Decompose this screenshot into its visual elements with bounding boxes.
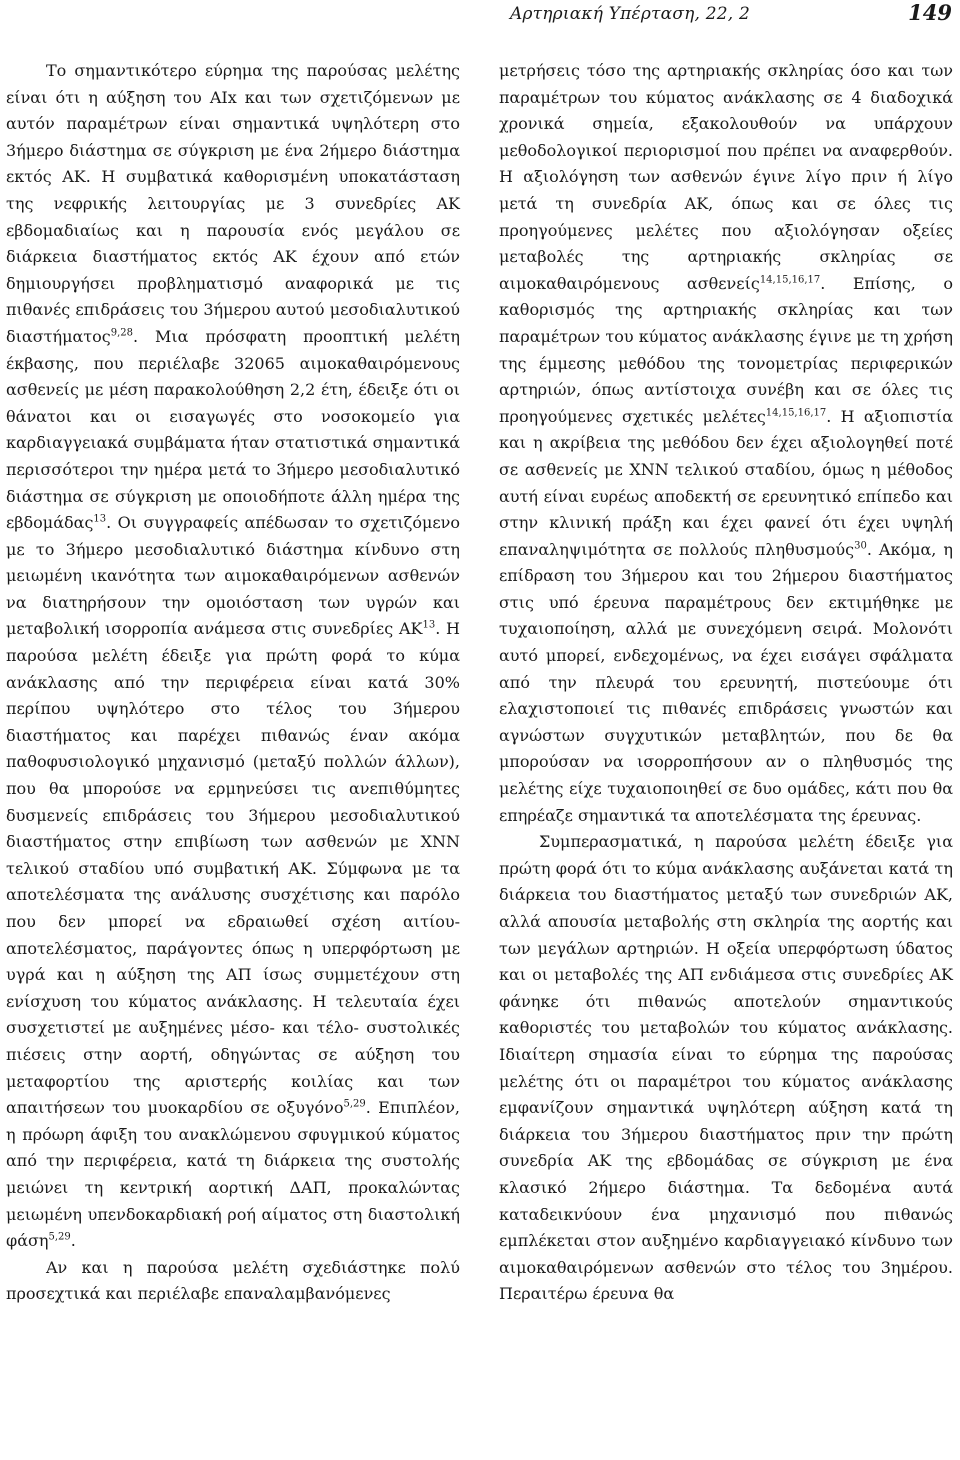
paragraph-limitations (499, 58, 953, 829)
citation-ref: 13 (422, 620, 436, 632)
citation-ref: 5,29 (343, 1098, 366, 1110)
text-run: μετρήσεις τόσο της αρτηριακής σκληρίας όσο και των παραμέτρων του κύματος ανάκλασης σε 4 διαδοχικά χρονικά σημεία, εξακολουθούν να υπάρχουν μεθοδολογικοί περιορισμοί που πρέπει να αναφερθούν. Η αξιολόγηση των ασθενών έγινε λίγο πριν ή λίγο μετά τη συνεδρία ΑΚ, όπως και σε όλες τις προηγούμενες μελέτες που αξιολόγησαν οξείες μεταβολές της αρτηριακής σκληρίας σε αιμοκαθαιρόμενους ασθενείς (499, 61, 953, 293)
text-run: . Ακόμα, η επίδραση του 3ήμερου και του 2ήμερου διαστήματος στις υπό έρευνα παραμέτρους δεν εκτιμήθηκε με τυχαιοποίηση, αλλά με συνεχόμενη σειρά. Μολονότι αυτό μπορεί, ενδεχομένως, να έχει εισάγει σφάλματα από την πλευρά του ερευνητή, πιστεύουμε ότι ελαχιστοποιεί τις πιθανές επιδράσεις γνωστών και αγνώστων συγχυτικών μεταβλητών, που δε θα μπορούσαν να ισορροπήσουν αν ο πληθυσμός της μελέτης είχε τυχαιοποιηθεί σε δυο ομάδες, κάτι που θα επηρέαζε σημαντικά τα αποτελέσματα της έρευνας. (499, 539, 953, 825)
paragraph-limitations-start: Αν και η παρούσα μελέτη σχεδιάστηκε πολύ προσεχτικά και περιέλαβε επαναλαμβανόμενες (6, 1257, 460, 1304)
page-header (0, 0, 960, 40)
text-run: . Μια πρόσφατη προοπτική μελέτη έκβασης, που περιέλαβε 32065 αιμοκαθαιρόμενους ασθενείς με μέση παρακολούθηση 2,2 έτη, έδειξε ότι οι θάνατοι και οι εισαγωγές στο νοσοκομείο για καρδιαγγειακά συμβάματα ήταν στατιστικά σημαντικά περισσότεροι την ημέρα μετά το 3ήμερο μεσοδιαλυτικό διάστημα σε σύγκριση με οποιοδήποτε άλλη ημέρα της εβδομάδας (6, 326, 460, 533)
left-column (6, 58, 460, 1308)
paragraph-main-finding (6, 58, 460, 1255)
text-run: . Επίσης, ο καθορισμός της αρτηριακής σκληρίας και των παραμέτρων του κύματος ανάκλασης έγινε με τη χρήση της έμμεσης μεθόδου της τονομετρίας περιφερικών αρτηριών, όπως αντίστοιχα συνέβη και σε όλες τις προηγούμενες σχετικές μελέτες (499, 273, 953, 426)
text-run: Το σημαντικότερο εύρημα της παρούσας μελέτης είναι ότι η αύξηση του AIx και των σχετιζόμενων με αυτόν παραμέτρων είναι σημαντικά υψηλότερη στο 3ήμερο διάστημα σε σύγκριση με ένα 2ήμερο διάστημα εκτός ΑΚ. Η συμβατικά καθορισμένη υποκατάσταση της νεφρικής λειτουργίας με 3 συνεδρίες ΑΚ εβδομαδιαίως και η παρουσία ενός μεγάλου σε διάρκεια διαστήματος εκτός ΑΚ έχουν από ετών δημιουργήσει προβληματισμό αναφορικά με τις πιθανές επιδράσεις του 3ήμερου αυτού μεσοδιαλυτικού διαστήματος (6, 61, 460, 346)
citation-ref: 14,15,16,17 (765, 407, 827, 419)
citation-ref: 5,29 (48, 1231, 71, 1243)
text-run: . (70, 1231, 76, 1251)
text-run: . Η αξιοπιστία και η ακρίβεια της μεθόδου δεν έχει αξιολογηθεί ποτέ σε ασθενείς με ΧΝΝ τελικού σταδίου, όμως η μέθοδος αυτή είναι ευρέως αποδεκτή σε ερευνητικό επίπεδο και στην κλινική πράξη και έχει φανεί ότι έχει υψηλή επαναληψιμότητα σε πολλούς πληθυσμούς (499, 406, 953, 559)
text-run: . Η παρούσα μελέτη έδειξε για πρώτη φορά το κύμα ανάκλασης από την περιφέρεια είναι κατά 30% περίπου υψηλότερο στο τέλος του 3ήμερου διαστήματος και παρέχει πιθανώς έναν ακόμα παθοφυσιολογικό μηχανισμό (μεταξύ πολλών άλλων), που θα μπορούσε να ερμηνεύσει τις ανεπιθύμητες δυσμενείς επιδράσεις του 3ήμερου μεσοδιαλυτικού διαστήματος στην επιβίωση των ασθενών με ΧΝΝ τελικού σταδίου υπό συμβατική ΑΚ. Σύμφωνα με τα αποτελέσματα της ανάλυσης συσχέτισης και παρόλο που δεν μπορεί να εδραιωθεί σχέση αιτίου-αποτελέσματος, παράγοντες όπως η υπερφόρτωση με υγρά και η αύξηση της ΑΠ ίσως συμμετέχουν στη ενίσχυση του κύματος ανάκλασης. Η τελευταία έχει συσχετιστεί με αυξημένες μέσο- και τέλο- συστολικές πιέσεις στην αορτή, οδηγώντας σε αύξηση του μεταφορτίου της αριστερής κοιλίας και των απαιτήσεων του μυοκαρδίου σε οξυγόνο (6, 619, 460, 1118)
text-run: . Οι συγγραφείς απέδωσαν το σχετιζόμενο με το 3ήμερο μεσοδιαλυτικό διάστημα κίνδυνο στη μειωμένη ικανότητα των αιμοκαθαιρόμενων ασθενών να διατηρήσουν την ομοιόσταση των υγρών και μεταβολική ισορροπία ανάμεσα στις συνεδρίες ΑΚ (6, 513, 460, 639)
page-number: 149 (908, 0, 952, 25)
citation-ref: 9,28 (110, 327, 133, 339)
journal-running-title: Αρτηριακή Υπέρταση, 22, 2 (510, 4, 750, 24)
right-column (499, 58, 953, 1308)
citation-ref: 30 (854, 540, 867, 552)
paragraph-conclusion: Συμπερασματικά, η παρούσα μελέτη έδειξε για πρώτη φορά ότι το κύμα ανάκλασης αυξάνεται κατά τη διάρκεια του διαστήματος μεταξύ των συνεδριών ΑΚ, αλλά απουσία μεταβολής στη σκληρία της αορτής και των μεγάλων αρτηριών. Η οξεία υπερφόρτωση ύδατος και οι μεταβολές της ΑΠ ενδιάμεσα στις συνεδρίες ΑΚ φάνηκε ότι πιθανώς αποτελούν σημαντικούς καθοριστές του μεταβολών του κύματος ανάκλασης. Ιδιαίτερη σημασία είναι το εύρημα της παρούσας μελέτης ότι οι παραμέτροι του κύματος ανάκλασης εμφανίζουν σημαντικά υψηλότερη αύξηση κατά τη διάρκεια του 3ήμερου διαστήματος πριν την πρώτη συνεδρία ΑΚ της εβδομάδας σε σύγκριση με ένα κλασικό 2ήμερο διάστημα. Τα δεδομένα αυτά καταδεικνύουν ένα μηχανισμό που πιθανώς εμπλέκεται στον αυξημένο καρδιαγγειακό κίνδυνο των αιμοκαθαιρόμενων ασθενών στο τέλος του 3ημέρου. Περαιτέρω έρευνα θα (499, 832, 953, 1304)
citation-ref: 14,15,16,17 (759, 274, 821, 286)
citation-ref: 13 (93, 513, 107, 525)
text-run: . Επιπλέον, η πρόωρη άφιξη του ανακλώμενου σφυγμικού κύματος από την περιφέρεια, κατά τη διάρκεια της συστολής μειώνει τη κεντρική αορτική ΔΑΠ, προκαλώντας μειωμένη υπενδοκαρδιακή ροή αίματος στη διαστολική φάση (6, 1098, 461, 1251)
